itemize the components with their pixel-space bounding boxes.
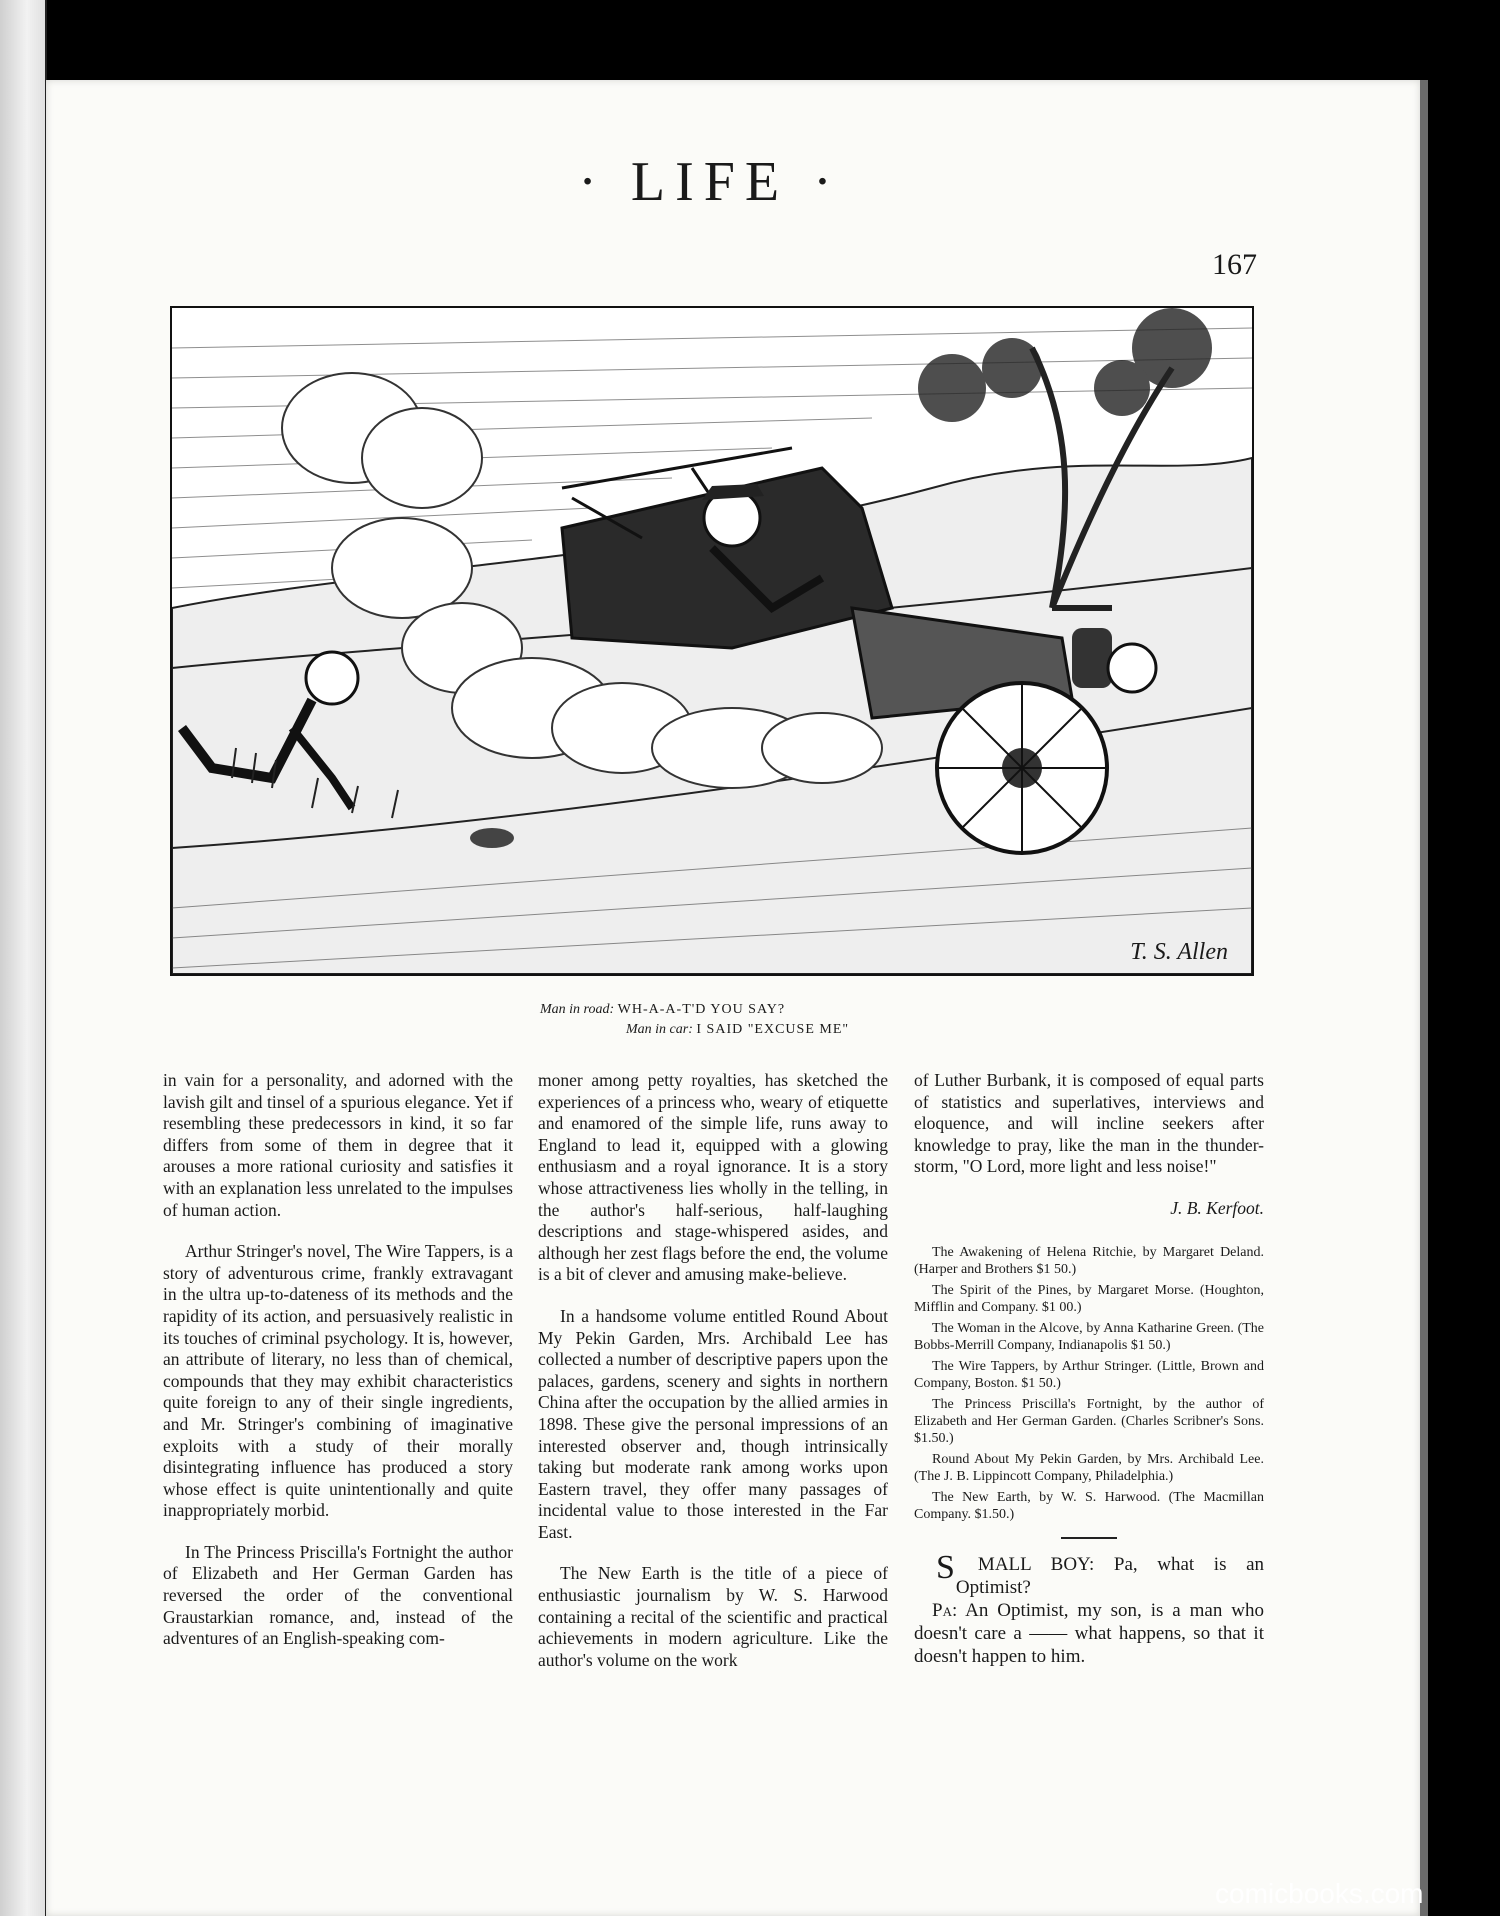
caption-speaker-2: Man in car: xyxy=(626,1022,693,1037)
page-edge-shadow xyxy=(1420,80,1428,1916)
book-entry: The Spirit of the Pines, by Margaret Morse. (Houghton, Mifflin and Company. $1 00.) xyxy=(914,1282,1264,1315)
joke-speaker-2: Pa xyxy=(932,1599,952,1621)
masthead-title: · LIFE · xyxy=(578,151,842,213)
book-entry: The Wire Tappers, by Arthur Stringer. (Little, Brown and Company, Boston. $1 50.) xyxy=(914,1358,1264,1391)
text-column-3 xyxy=(914,1070,1264,1668)
column1-paragraph-3: In The Princess Priscilla's Fortnight the author of Elizabeth and Her German Garden has reversed the order of the conventional Graustarkian romance, and, instead of the adventures of an English-speaking com- xyxy=(163,1541,513,1649)
adjacent-page-edge xyxy=(0,0,47,1916)
book-list xyxy=(914,1244,1264,1523)
text-column-2 xyxy=(538,1070,888,1691)
column2-paragraph-3: The New Earth is the title of a piece of enthusiastic journalism by W. S. Harwood containing a recital of the scientific and practical achievements in modern agriculture. Like the author's volume on the work xyxy=(538,1563,888,1670)
caption-speaker-1: Man in road: xyxy=(540,1002,615,1017)
caption-line-1 xyxy=(540,1000,960,1020)
book-entry: The New Earth, by W. S. Harwood. (The Macmillan Company. $1.50.) xyxy=(914,1489,1264,1522)
text-column-1 xyxy=(163,1070,513,1670)
cartoon-caption xyxy=(540,1000,960,1040)
section-divider xyxy=(1061,1537,1117,1539)
column1-paragraph-1: in vain for a personality, and adorned with the lavish gilt and tinsel of a spurious elegance. Yet if resembling these predecessors in kind, it so far differs from some of them in degree that it arouses a more rational curiosity and satisfies it with an explanation less unrelated to the impulses of human action. xyxy=(163,1070,513,1220)
caption-text-1: WH-A-A-T'D YOU SAY? xyxy=(617,1002,786,1017)
drop-cap: S xyxy=(936,1548,955,1586)
cartoon-drawing xyxy=(172,308,1252,974)
joke-line-1 xyxy=(914,1548,1264,1599)
book-entry: The Awakening of Helena Ritchie, by Margaret Deland. (Harper and Brothers $1 50.) xyxy=(914,1244,1264,1277)
joke-line-1-text: MALL BOY: Pa, what is an Optimist? xyxy=(955,1553,1264,1598)
column3-paragraph-1: of Luther Burbank, it is composed of equal parts of statistics and superlatives, interviews and eloquence, and will incline seekers after knowledge to pray, like the man in the thunder-storm, "O Lord, more light and less noise!" xyxy=(914,1070,1264,1177)
column2-paragraph-1: moner among petty royalties, has sketched the experiences of a princess who, weary of etiquette and enamored of the simple life, runs away to England to lead it, equipped with a glowing enthusiasm and a royal ignorance. It is a story whose attractiveness lies wholly in the telling, in the author's half-serious, half-laughing descriptions and stage-whispered asides, and although her zest flags before the end, the volume is a bit of clever and amusing make-believe. xyxy=(538,1070,888,1285)
caption-text-2: I SAID "EXCUSE ME" xyxy=(696,1022,850,1037)
joke-line-2-text: : An Optimist, my son, is a man who doesn't care a —— what happens, so that it doesn't happen to him. xyxy=(914,1599,1264,1667)
column2-paragraph-2: In a handsome volume entitled Round About My Pekin Garden, Mrs. Archibald Lee has collected a number of descriptive papers upon the palaces, gardens, scenery and sights in northern China after the occupation by the allied armies in 1898. These give the personal impressions of an interested observer and, though intrinsically taking but moderate rank among works upon Eastern travel, they offer many passages of incidental value to those interested in the Far East. xyxy=(538,1305,888,1542)
artist-signature: T. S. Allen xyxy=(1130,939,1228,965)
book-entry: The Princess Priscilla's Fortnight, by the author of Elizabeth and Her German Garden. (Charles Scribner's Sons. $1.50.) xyxy=(914,1396,1264,1446)
source-watermark: comicbooks.com xyxy=(1215,1878,1424,1909)
joke-item xyxy=(914,1548,1264,1668)
column1-paragraph-2: Arthur Stringer's novel, The Wire Tappers, is a story of adventurous crime, frankly extravagant in the ultra up-to-dateness of its methods and the rapidity of its action, and persuasively realistic in its touches of criminal psychology. It is, however, an attribute of literary, no less than of chemical, compounds that they may exhibit characteristics quite foreign to any of their single ingredients, and Mr. Stringer's combining of imaginative exploits with a study of their morally disintegrating influence has produced a story whose effect is quite unintentionally and quite inappropriately morbid. xyxy=(163,1241,513,1521)
joke-line-2 xyxy=(914,1599,1264,1668)
page-number: 167 xyxy=(1212,248,1257,281)
book-entry: Round About My Pekin Garden, by Mrs. Archibald Lee. (The J. B. Lippincott Company, Philadelphia.) xyxy=(914,1451,1264,1484)
book-entry: The Woman in the Alcove, by Anna Katharine Green. (The Bobbs-Merrill Company, Indianapolis $1 50.) xyxy=(914,1320,1264,1353)
caption-line-2 xyxy=(540,1020,960,1040)
review-signoff: J. B. Kerfoot. xyxy=(1170,1197,1264,1218)
cartoon-illustration xyxy=(170,306,1254,976)
